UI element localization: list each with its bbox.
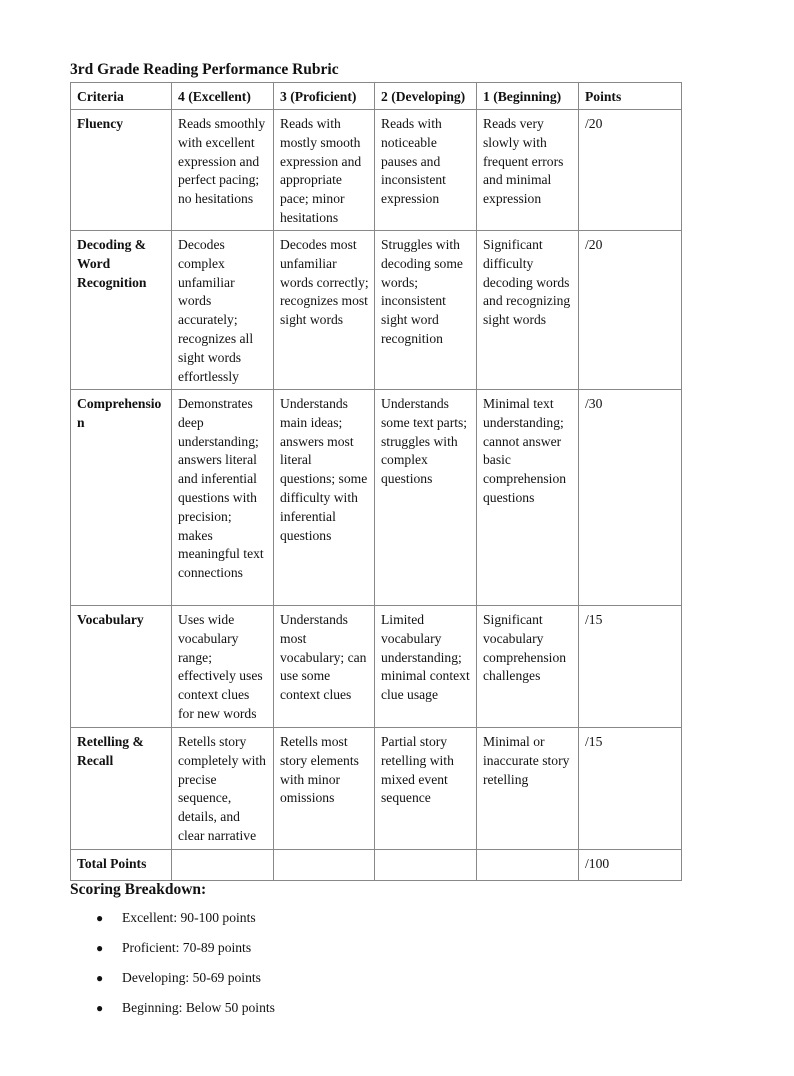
total-row [71,850,682,881]
document-title: 3rd Grade Reading Performance Rubric [70,61,339,78]
bullet-icon: ● [96,911,104,925]
criteria-cell: Comprehension [71,390,172,606]
rubric-cell: Understands main ideas; answers most literal questions; some difficulty with inferential questions [274,390,375,606]
list-item [70,963,275,993]
bullet-icon: ● [96,941,104,955]
header-row [71,83,682,110]
points-cell: /15 [579,606,682,728]
empty-cell [172,850,274,881]
header-criteria: Criteria [71,83,172,110]
points-cell: /30 [579,390,682,606]
table-row [71,606,682,728]
empty-cell [274,850,375,881]
header-developing: 2 (Developing) [375,83,477,110]
table-row [71,231,682,390]
rubric-cell: Decodes complex unfamiliar words accurately; recognizes all sight words effortlessly [172,231,274,390]
rubric-cell: Reads with noticeable pauses and inconsistent expression [375,110,477,231]
header-beginning: 1 (Beginning) [477,83,579,110]
scoring-item: Excellent: 90-100 points [122,910,256,925]
bullet-icon: ● [96,971,104,985]
points-cell: /20 [579,110,682,231]
empty-cell [375,850,477,881]
rubric-cell: Reads very slowly with frequent errors and minimal expression [477,110,579,231]
criteria-cell: Vocabulary [71,606,172,728]
total-points: /100 [579,850,682,881]
scoring-title: Scoring Breakdown: [70,881,207,898]
criteria-cell: Retelling & Recall [71,728,172,850]
rubric-cell: Understands most vocabulary; can use some context clues [274,606,375,728]
rubric-cell: Partial story retelling with mixed event sequence [375,728,477,850]
rubric-cell: Reads with mostly smooth expression and appropriate pace; minor hesitations [274,110,375,231]
rubric-cell: Understands some text parts; struggles with complex questions [375,390,477,606]
rubric-cell: Significant vocabulary comprehension challenges [477,606,579,728]
criteria-cell: Decoding & Word Recognition [71,231,172,390]
rubric-cell: Retells story completely with precise sequence, details, and clear narrative [172,728,274,850]
table-row [71,390,682,606]
scoring-item: Developing: 50-69 points [122,970,261,985]
header-points: Points [579,83,682,110]
rubric-cell: Uses wide vocabulary range; effectively uses context clues for new words [172,606,274,728]
points-cell: /20 [579,231,682,390]
list-item [70,933,275,963]
rubric-cell: Retells most story elements with minor omissions [274,728,375,850]
scoring-item: Proficient: 70-89 points [122,940,252,955]
rubric-cell: Limited vocabulary understanding; minimal context clue usage [375,606,477,728]
rubric-table [70,82,682,881]
list-item [70,903,275,933]
table-row [71,110,682,231]
points-cell: /15 [579,728,682,850]
rubric-cell: Reads smoothly with excellent expression and perfect pacing; no hesitations [172,110,274,231]
rubric-cell: Minimal text understanding; cannot answer basic comprehension questions [477,390,579,606]
header-proficient: 3 (Proficient) [274,83,375,110]
scoring-item: Beginning: Below 50 points [122,1000,275,1015]
rubric-cell: Demonstrates deep understanding; answers literal and inferential questions with precision; makes meaningful text connections [172,390,274,606]
table-row [71,728,682,850]
empty-cell [477,850,579,881]
total-label: Total Points [71,850,172,881]
rubric-cell: Struggles with decoding some words; inconsistent sight word recognition [375,231,477,390]
header-excellent: 4 (Excellent) [172,83,274,110]
rubric-cell: Significant difficulty decoding words and recognizing sight words [477,231,579,390]
list-item [70,993,275,1023]
bullet-icon: ● [96,1001,104,1015]
rubric-cell: Decodes most unfamiliar words correctly; recognizes most sight words [274,231,375,390]
rubric-cell: Minimal or inaccurate story retelling [477,728,579,850]
criteria-cell: Fluency [71,110,172,231]
scoring-list [70,903,275,1023]
